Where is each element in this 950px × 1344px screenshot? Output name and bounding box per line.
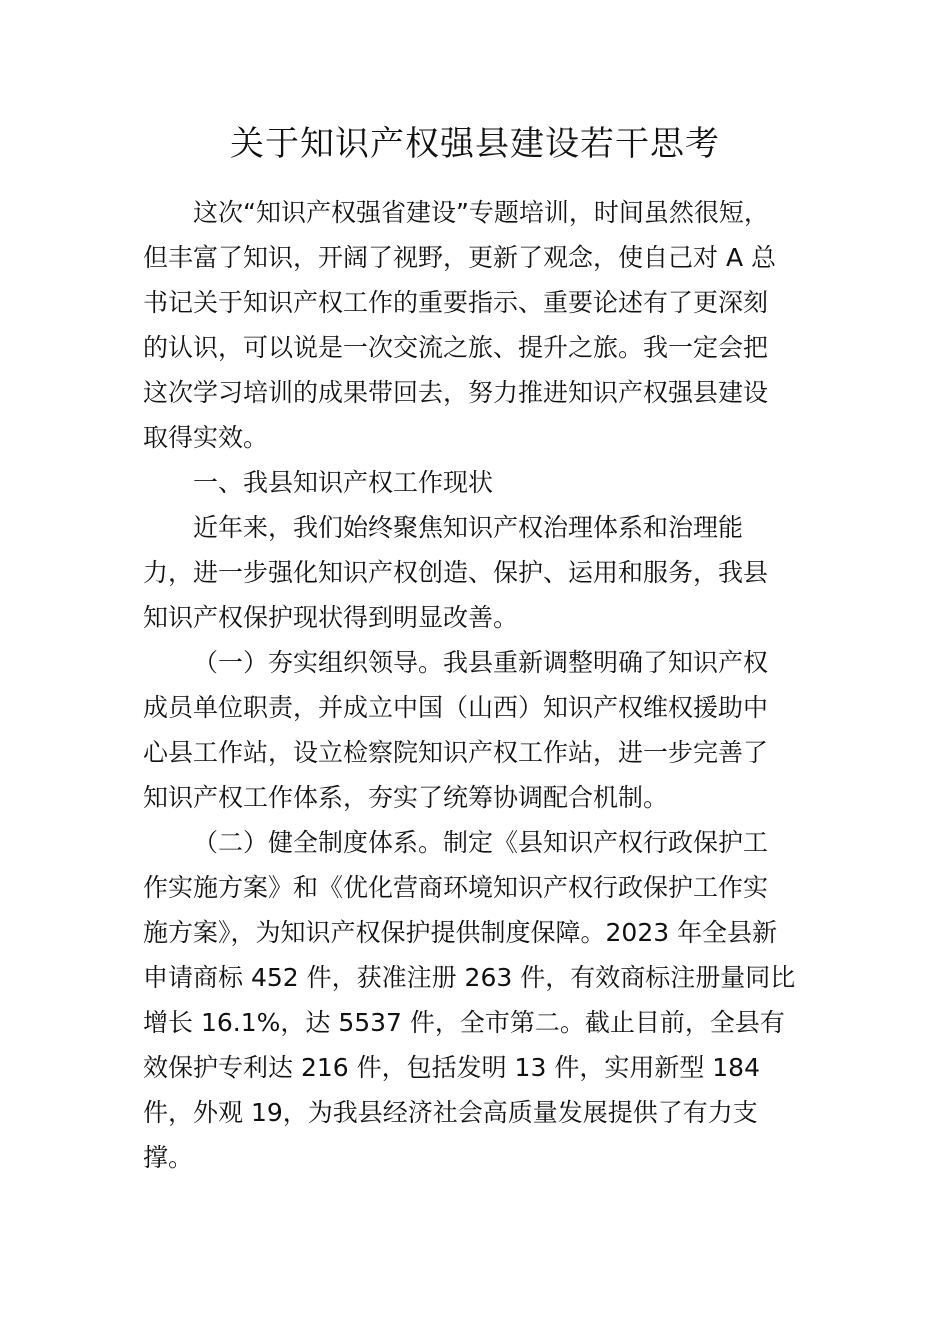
text-line: （一）夯实组织领导。我县重新调整明确了知识产权: [193, 648, 769, 677]
text-line: 件，外观 19，为我县经济社会高质量发展提供了有力支: [143, 1098, 758, 1127]
text-line: 但丰富了知识，开阔了视野，更新了观念，使自己对 A 总: [143, 243, 776, 272]
text-line: 知识产权工作体系，夯实了统筹协调配合机制。: [143, 783, 669, 812]
section-heading-text: 一、我县知识产权工作现状: [193, 468, 494, 497]
text-line: （二）健全制度体系。制定《县知识产权行政保护工: [193, 828, 769, 857]
text-line: 书记关于知识产权工作的重要指示、重要论述有了更深刻: [143, 288, 769, 317]
text-line: 作实施方案》和《优化营商环境知识产权行政保护工作实: [143, 873, 769, 902]
text-line: 撑。: [143, 1143, 194, 1172]
document-title: 关于知识产权强县建设若干思考: [230, 124, 720, 164]
text-line: 知识产权保护现状得到明显改善。: [143, 603, 519, 632]
text-line: 效保护专利达 216 件，包括发明 13 件，实用新型 184: [143, 1053, 760, 1082]
paragraph-status: [143, 505, 807, 640]
text-line: 这次学习培训的成果带回去，努力推进知识产权强县建设: [143, 378, 769, 407]
paragraph-organization: [143, 640, 807, 820]
text-line: 心县工作站，设立检察院知识产权工作站，进一步完善了: [143, 738, 769, 767]
text-line: 近年来，我们始终聚焦知识产权治理体系和治理能: [193, 513, 744, 542]
section-heading: [143, 460, 807, 505]
text-line: 施方案》，为知识产权保护提供制度保障。2023 年全县新: [143, 918, 778, 947]
paragraph-system: [143, 820, 807, 1180]
paragraph-intro: [143, 190, 807, 460]
document-body: [143, 190, 807, 1180]
text-line: 增长 16.1%，达 5537 件，全市第二。截止目前，全县有: [143, 1008, 785, 1037]
text-line: 申请商标 452 件，获准注册 263 件，有效商标注册量同比: [143, 963, 796, 992]
text-line: 的认识，可以说是一次交流之旅、提升之旅。我一定会把: [143, 333, 769, 362]
text-line: 成员单位职责，并成立中国（山西）知识产权维权援助中: [143, 693, 769, 722]
text-line: 力，进一步强化知识产权创造、保护、运用和服务，我县: [143, 558, 769, 587]
text-line: 取得实效。: [143, 423, 269, 452]
text-line: 这次“知识产权强省建设”专题培训，时间虽然很短，: [193, 198, 769, 227]
